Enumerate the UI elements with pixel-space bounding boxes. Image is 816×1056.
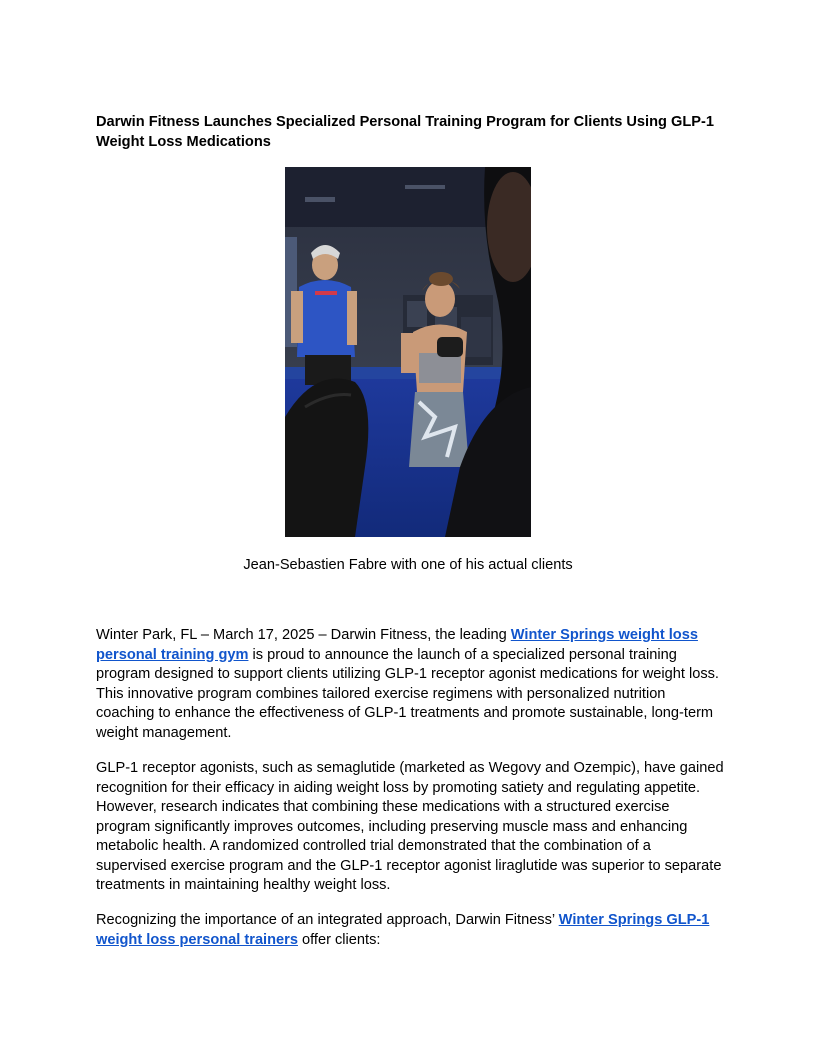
glp1-trainers-link[interactable]: Winter Springs GLP-1 weight loss personal trainers: [96, 912, 710, 948]
press-release-title: Darwin Fitness Launches Specialized Personal Training Program for Clients Using GLP-1 Weight Loss Medications: [96, 114, 714, 150]
weight-loss-gym-link[interactable]: Winter Springs weight loss personal training gym: [96, 627, 698, 663]
body-paragraph-intro: [96, 626, 724, 743]
intro-lead-text: Winter Park, FL – March 17, 2025 – Darwin Fitness, the leading: [96, 627, 511, 643]
approach-rest-text: offer clients:: [297, 931, 381, 948]
intro-rest-text: is proud to announce the launch of a specialized personal training program designed to support clients utilizing GLP-1 receptor agonist medications for weight loss. This innovative program combines tailored exercise regimens with personalized nutrition coaching to enhance the effectiveness of GLP-1 treatments and promote sustainable, long-term weight management.: [96, 646, 719, 741]
photo-illustration: [285, 167, 531, 537]
body-paragraph-glp1: GLP-1 receptor agonists, such as semaglutide (marketed as Wegovy and Ozempic), have gained recognition for their efficacy in aiding weight loss by promoting satiety and regulating appetite. However, research indicates that combining these medications with a structured exercise program significantly improves outcomes, including preserving muscle mass and enhancing metabolic health. A randomized controlled trial demonstrated that the combination of a supervised exercise program and the GLP-1 receptor agonist liraglutide was superior to separate treatments in maintaining healthy weight loss.: [96, 760, 724, 893]
photo-trainer-client-boxing-image: [285, 167, 531, 537]
photo-caption: Jean-Sebastien Fabre with one of his actual clients: [243, 557, 573, 573]
approach-lead-text: Recognizing the importance of an integrated approach, Darwin Fitness’: [96, 912, 559, 928]
body-paragraph-approach: [96, 911, 724, 950]
